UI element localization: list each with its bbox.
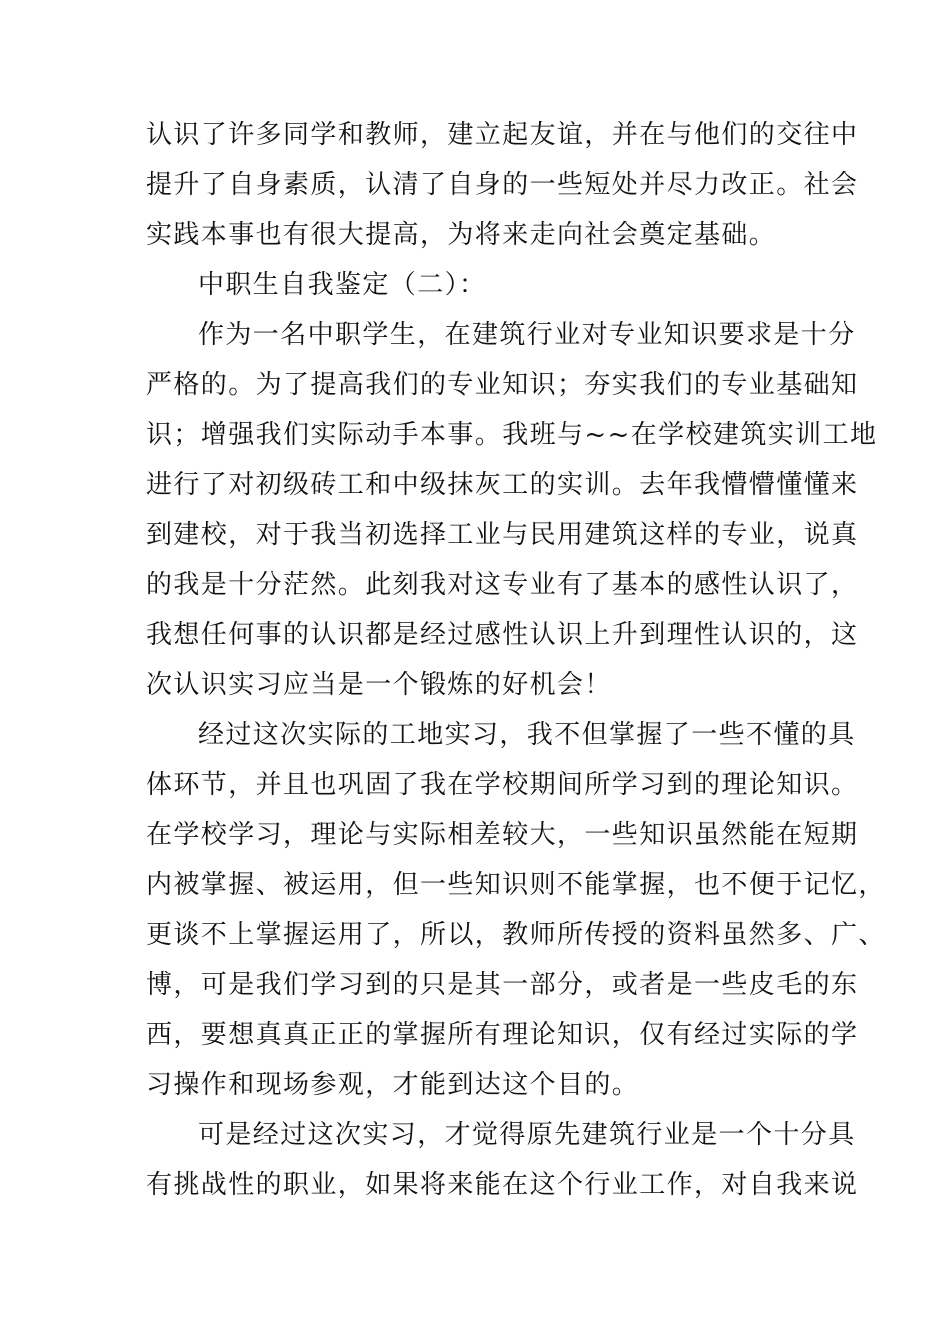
text-line: 西，要想真真正正的掌握所有理论知识，仅有经过实际的学 — [146, 1020, 859, 1050]
text-line: 作为一名中职学生，在建筑行业对专业知识要求是十分 — [198, 320, 856, 350]
text-line: 认识了许多同学和教师，建立起友谊，并在与他们的交往中 — [146, 120, 859, 150]
text-line: 严格的。为了提高我们的专业知识；夯实我们的专业基础知 — [146, 370, 859, 400]
text-line: 博，可是我们学习到的只是其一部分，或者是一些皮毛的东 — [146, 970, 859, 1000]
text-line: 的我是十分茫然。此刻我对这专业有了基本的感性认识了， — [146, 570, 859, 600]
text-line: 我想任何事的认识都是经过感性认识上升到理性认识的，这 — [146, 620, 859, 650]
text-line: 提升了自身素质，认清了自身的一些短处并尽力改正。社会 — [146, 170, 859, 200]
text-line: 次认识实习应当是一个锻炼的好机会！ — [146, 670, 612, 700]
text-line: 实践本事也有很大提高，为将来走向社会奠定基础。 — [146, 220, 777, 250]
text-line: 内被掌握、被运用，但一些知识则不能掌握，也不便于记忆， — [146, 870, 886, 900]
text-line: 识；增强我们实际动手本事。我班与~~在学校建筑实训工地 — [146, 420, 878, 450]
text-line: 更谈不上掌握运用了，所以，教师所传授的资料虽然多、广、 — [146, 920, 886, 950]
text-line: 可是经过这次实习，才觉得原先建筑行业是一个十分具 — [198, 1120, 856, 1150]
text-line: 经过这次实际的工地实习，我不但掌握了一些不懂的具 — [198, 720, 856, 750]
section-heading: 中职生自我鉴定（二）： — [198, 270, 487, 300]
document-body — [146, 110, 886, 1210]
text-line: 到建校，对于我当初选择工业与民用建筑这样的专业，说真 — [146, 520, 859, 550]
text-line: 有挑战性的职业，如果将来能在这个行业工作，对自我来说 — [146, 1170, 859, 1200]
text-line: 习操作和现场参观，才能到达这个目的。 — [146, 1070, 640, 1100]
text-line: 进行了对初级砖工和中级抹灰工的实训。去年我懵懵懂懂来 — [146, 470, 859, 500]
text-line: 体环节，并且也巩固了我在学校期间所学习到的理论知识。 — [146, 770, 859, 800]
text-line: 在学校学习，理论与实际相差较大，一些知识虽然能在短期 — [146, 820, 859, 850]
